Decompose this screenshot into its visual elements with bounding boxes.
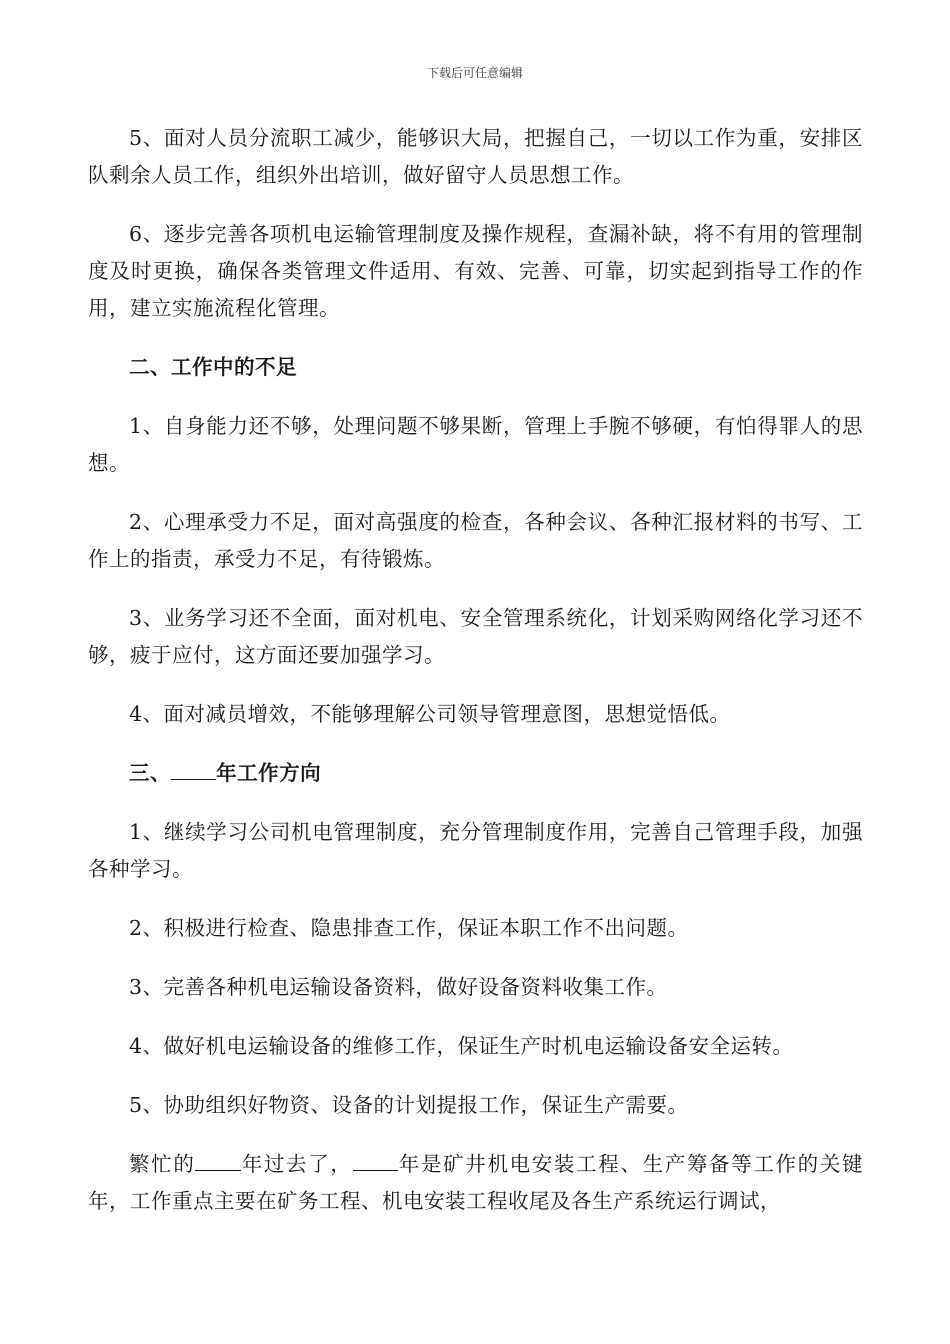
paragraph xyxy=(88,1146,863,1220)
fill-in-blank xyxy=(195,1152,240,1171)
document-body xyxy=(88,120,863,1242)
page-header: 下载后可任意编辑 xyxy=(426,66,523,80)
fill-in-blank xyxy=(171,761,216,780)
paragraph: 1、继续学习公司机电管理制度，充分管理制度作用，完善自己管理手段，加强各种学习。 xyxy=(88,820,863,881)
paragraph: 5、协助组织好物资、设备的计划提报工作，保证生产需要。 xyxy=(129,1093,689,1117)
paragraph: 3、完善各种机电运输设备资料，做好设备资料收集工作。 xyxy=(129,975,668,999)
paragraph: 6、逐步完善各项机电运输管理制度及操作规程，查漏补缺，将不有用的管理制度及时更换，确保各类管理文件适用、有效、完善、可靠，切实起到指导工作的作用，建立实施流程化管理。 xyxy=(88,222,863,320)
paragraph: 3、业务学习还不全面，面对机电、安全管理系统化，计划采购网络化学习还不够，疲于应付，这方面还要加强学习。 xyxy=(88,606,863,667)
section-heading: 二、工作中的不足 xyxy=(129,355,297,379)
paragraph: 5、面对人员分流职工减少，能够识大局，把握自己，一切以工作为重，安排区队剩余人员工作，组织外出培训，做好留守人员思想工作。 xyxy=(88,126,863,187)
paragraph: 1、自身能力还不够，处理问题不够果断，管理上手腕不够硬，有怕得罪人的思想。 xyxy=(88,414,863,475)
text-segment: 年是矿井机电安装工程、生产筹备等工作的关键年，工作重点主要在矿务工程、机电安装工程收尾及各生产系统运行调试， xyxy=(88,1152,864,1213)
paragraph: 2、心理承受力不足，面对高强度的检查，各种会议、各种汇报材料的书写、工作上的指责，承受力不足，有待锻炼。 xyxy=(88,510,863,571)
text-segment: 繁忙的 xyxy=(129,1152,196,1176)
text-segment: 年过去了， xyxy=(240,1152,353,1176)
heading-suffix: 年工作方向 xyxy=(216,761,322,785)
paragraph: 2、积极进行检查、隐患排查工作，保证本职工作不出问题。 xyxy=(129,916,689,940)
fill-in-blank xyxy=(353,1152,398,1171)
section-heading xyxy=(88,755,863,792)
paragraph: 4、面对减员增效，不能够理解公司领导管理意图，思想觉悟低。 xyxy=(129,702,731,726)
paragraph: 4、做好机电运输设备的维修工作，保证生产时机电运输设备安全运转。 xyxy=(129,1034,794,1058)
heading-prefix: 三、 xyxy=(129,761,171,785)
